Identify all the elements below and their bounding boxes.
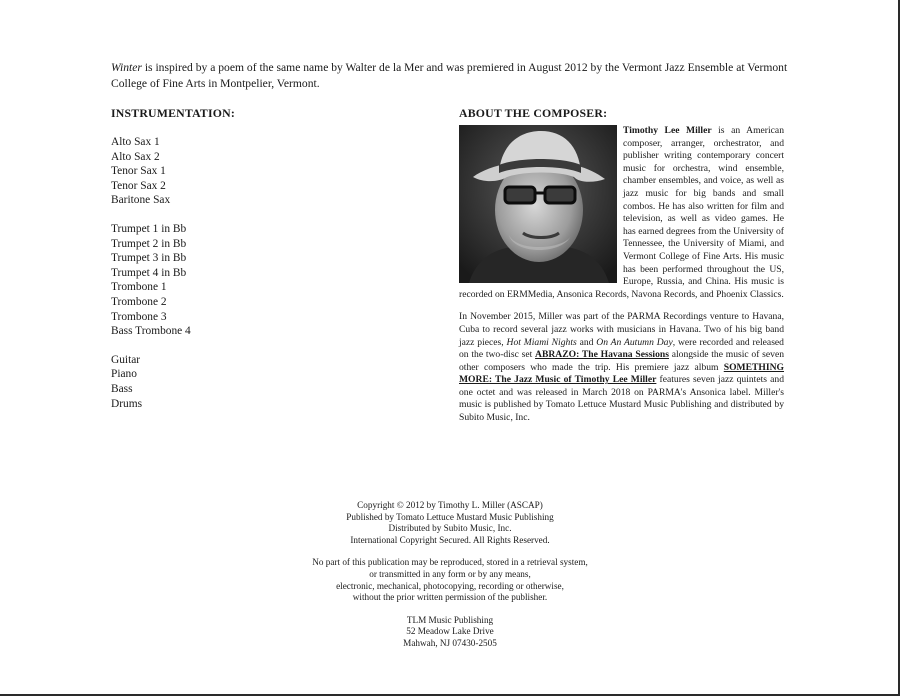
- composer-bio-paragraph-2: [459, 311, 784, 424]
- footer-line: electronic, mechanical, photocopying, recording or otherwise,: [336, 580, 564, 591]
- footer-line: No part of this publication may be reproduced, stored in a retrieval system,: [312, 557, 588, 568]
- instrument-item: Alto Sax 2: [111, 150, 160, 163]
- about-heading: ABOUT THE COMPOSER:: [459, 106, 608, 120]
- instrument-item: Trumpet 3 in Bb: [111, 252, 187, 265]
- instrument-item: Tenor Sax 2: [111, 179, 166, 192]
- composer-name: Timothy Lee Miller: [623, 125, 712, 136]
- bio-text: In November 2015, Miller was part of the PARMA Recordings venture to Havana, Cuba to record several jazz works with musicians in Havana. Two of his big band jazz pieces,: [459, 311, 784, 348]
- instrument-item: Drums: [111, 397, 143, 410]
- rights-notice-block: [280, 557, 620, 603]
- brass-group: [111, 222, 431, 339]
- instrument-item: Trombone 2: [111, 295, 167, 308]
- instrument-item: Bass Trombone 4: [111, 325, 191, 338]
- saxophone-group: [111, 135, 431, 208]
- intro-title: Winter: [111, 61, 142, 74]
- footer-line: without the prior written permission of the publisher.: [352, 592, 548, 603]
- instrument-item: Trombone 3: [111, 310, 167, 323]
- instrument-item: Piano: [111, 368, 137, 381]
- rhythm-group: [111, 353, 431, 411]
- instrument-item: Guitar: [111, 353, 141, 366]
- bio-text: features seven jazz quintets and one octet and was released in March 2018 on PARMA's Ansonica label. Miller's music is published by Tomato Lettuce Mustard Music Publishing and distributed by Subito Music, Inc.: [459, 374, 784, 424]
- footer: [280, 500, 620, 661]
- footer-line: Mahwah, NJ 07430-2505: [403, 637, 497, 648]
- bio-text: and: [576, 336, 597, 348]
- footer-line: Copyright © 2012 by Timothy L. Miller (ASCAP): [357, 500, 543, 510]
- footer-line: International Copyright Secured. All Rights Reserved.: [350, 534, 550, 545]
- instrument-item: Trumpet 4 in Bb: [111, 266, 187, 279]
- instrumentation-heading: INSTRUMENTATION:: [111, 106, 236, 120]
- composer-photo: [459, 125, 617, 283]
- work-title: Hot Miami Nights: [506, 336, 577, 348]
- footer-line: Distributed by Subito Music, Inc.: [388, 523, 512, 534]
- footer-line: TLM Music Publishing: [406, 614, 494, 625]
- instrument-item: Trombone 1: [111, 281, 167, 294]
- publisher-address-block: [280, 615, 620, 650]
- instrument-item: Trumpet 1 in Bb: [111, 222, 187, 235]
- footer-line: or transmitted in any form or by any means,: [369, 568, 531, 579]
- footer-line: Published by Tomato Lettuce Mustard Music Publishing: [346, 511, 554, 522]
- intro-paragraph: [111, 60, 796, 92]
- instrumentation-section: [111, 106, 431, 425]
- about-composer-section: [459, 106, 784, 425]
- footer-line: 52 Meadow Lake Drive: [406, 626, 494, 637]
- bio-text: is an American composer, arranger, orchestrator, and publisher writing contemporary concert music for orchestra, wind ensemble, chamber ensembles, and voice, as well as jazz music for big bands and small combos. He has also written for film and television, as well as video games. He has earned degrees from the University of Tennessee, the University of Miami, and Vermont College of Fine Arts. His music has been performed throughout the US, Europe, Russia, and China. His music is recorded on ERMMedia, Ansonica Records, Navona Records, and Phoenix Classics.: [459, 125, 784, 300]
- instrument-item: Bass: [111, 382, 133, 395]
- album-link-something-more[interactable]: SOMETHING MORE: The Jazz Music of Timothy Lee Miller: [459, 361, 784, 386]
- instrument-item: Baritone Sax: [111, 194, 171, 207]
- intro-text: is inspired by a poem of the same name by Walter de la Mer and was premiered in August 2012 by the Vermont Jazz Ensemble at Vermont College of Fine Arts in Montpelier, Vermont.: [111, 61, 788, 90]
- work-title: On An Autumn Day: [596, 336, 673, 348]
- bio-text: alongside the music of seven other composers who made the trip. His premiere jazz album: [459, 349, 784, 373]
- instrument-item: Tenor Sax 1: [111, 165, 166, 178]
- instrument-item: Alto Sax 1: [111, 136, 160, 148]
- composer-portrait-illustration: [459, 125, 617, 283]
- album-link-abrazo[interactable]: ABRAZO: The Havana Sessions: [535, 349, 669, 361]
- copyright-block: [280, 500, 620, 546]
- instrument-item: Trumpet 2 in Bb: [111, 237, 187, 250]
- bio-text: , were recorded and released on the two-disc set: [459, 336, 784, 361]
